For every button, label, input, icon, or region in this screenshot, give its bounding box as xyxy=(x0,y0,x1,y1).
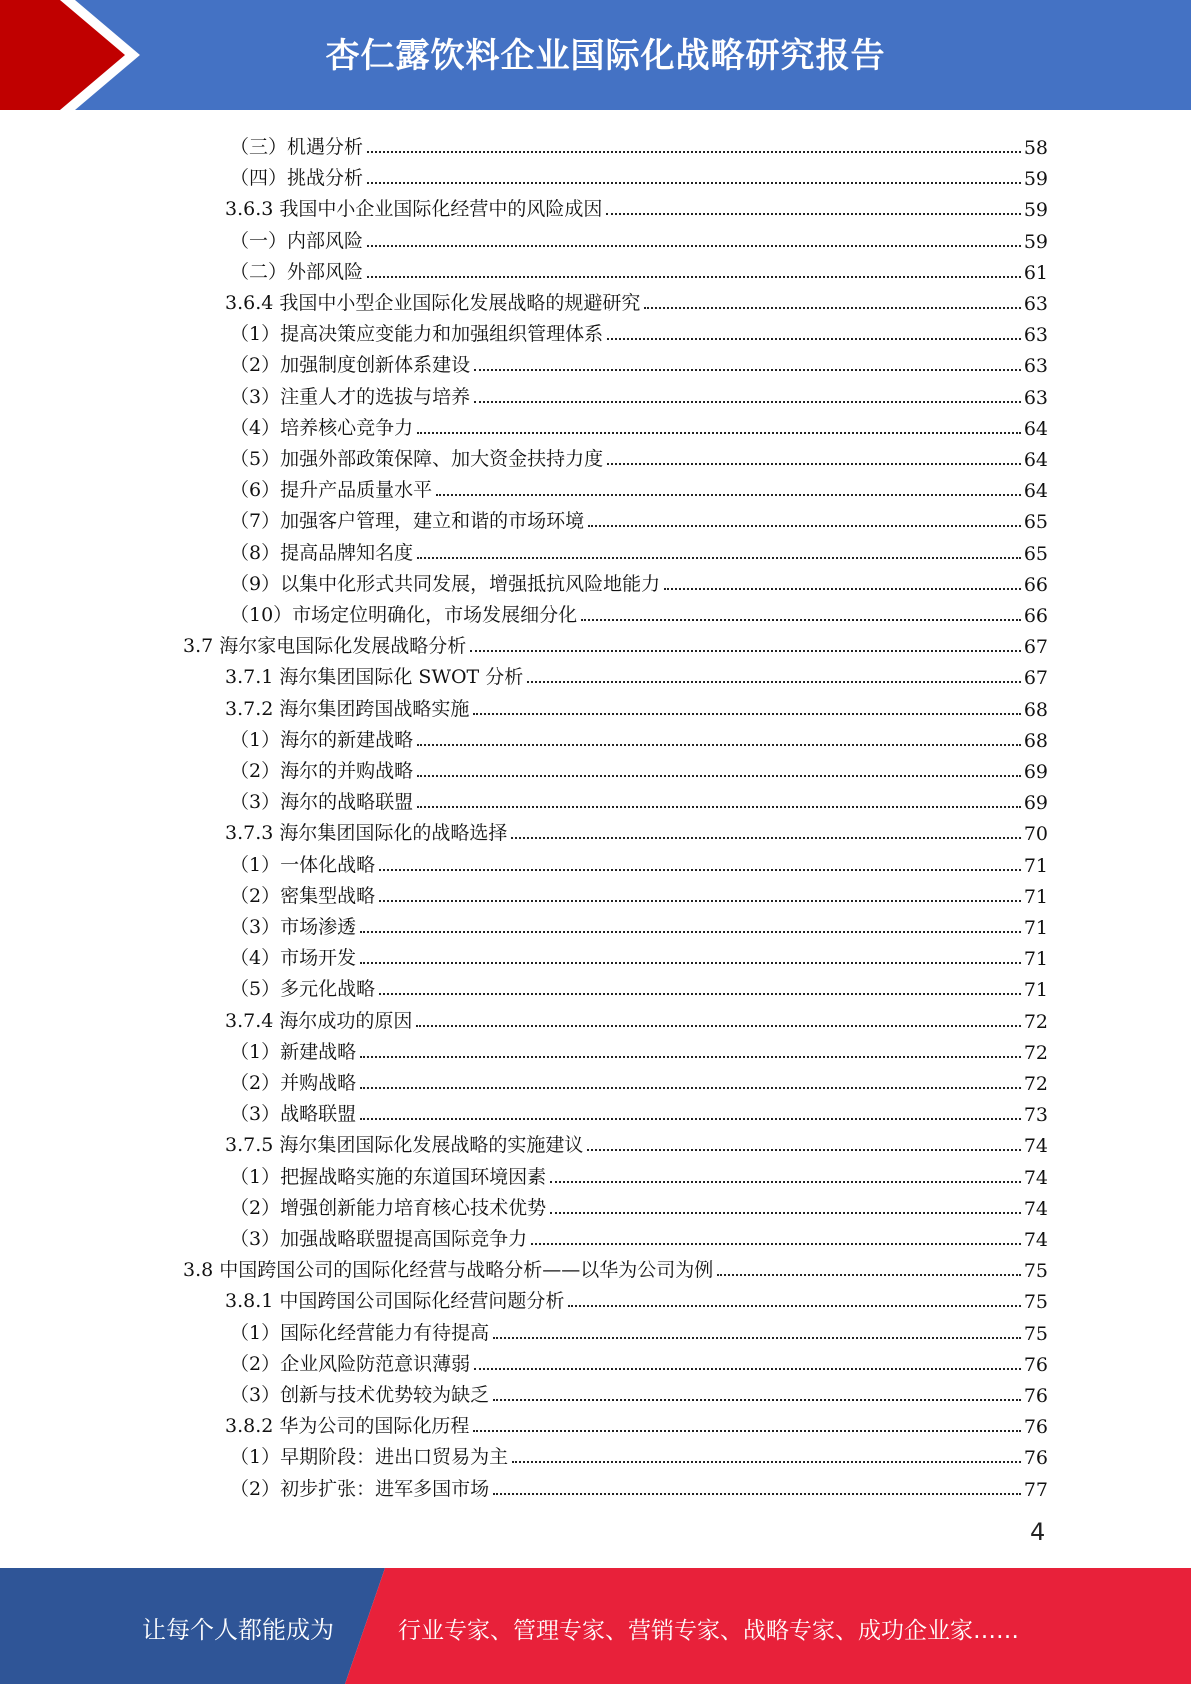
toc-entry-label: （3）注重人才的选拔与培养 xyxy=(230,385,471,408)
toc-entry[interactable] xyxy=(230,346,1048,377)
toc-entry-page: 71 xyxy=(1023,948,1048,971)
toc-dot-leader xyxy=(417,806,1021,808)
toc-entry-page: 64 xyxy=(1023,449,1048,471)
toc-entry-page: 59 xyxy=(1023,168,1048,191)
toc-entry-label: （3）海尔的战略联盟 xyxy=(230,791,414,814)
toc-entry-page: 71 xyxy=(1023,885,1048,908)
toc-entry[interactable] xyxy=(230,253,1048,284)
toc-dot-leader xyxy=(493,1337,1021,1339)
toc-dot-leader xyxy=(470,650,1021,652)
toc-dot-leader xyxy=(417,557,1021,559)
toc-entry[interactable] xyxy=(225,690,1048,721)
toc-dot-leader xyxy=(416,1025,1020,1027)
toc-dot-leader xyxy=(664,588,1021,590)
toc-entry-page: 74 xyxy=(1023,1197,1048,1220)
toc-dot-leader xyxy=(379,900,1021,902)
toc-dot-leader xyxy=(417,744,1021,746)
toc-entry-page: 66 xyxy=(1023,573,1048,596)
toc-dot-leader xyxy=(417,775,1021,777)
toc-entry[interactable] xyxy=(230,315,1048,346)
toc-entry-page: 67 xyxy=(1023,667,1048,690)
toc-entry-page: 71 xyxy=(1023,917,1048,939)
toc-entry-page: 74 xyxy=(1023,1135,1048,1158)
toc-entry-page: 59 xyxy=(1023,230,1048,253)
toc-entry-label: （2）密集型战略 xyxy=(230,884,376,907)
toc-entry[interactable] xyxy=(230,1345,1048,1376)
toc-dot-leader xyxy=(493,1399,1021,1401)
toc-entry[interactable] xyxy=(225,190,1048,221)
toc-entry-page: 75 xyxy=(1023,1260,1048,1283)
toc-entry-page: 63 xyxy=(1023,355,1048,378)
toc-entry-page: 76 xyxy=(1023,1447,1048,1470)
toc-entry-label: 3.7.4 海尔成功的原因 xyxy=(225,1009,413,1032)
toc-entry-page: 64 xyxy=(1023,480,1048,503)
toc-entry-label: （5）多元化战略 xyxy=(230,978,376,1001)
toc-entry[interactable] xyxy=(230,1220,1048,1251)
toc-entry[interactable] xyxy=(230,159,1048,190)
toc-entry-page: 77 xyxy=(1023,1478,1048,1501)
toc-entry-page: 71 xyxy=(1023,854,1048,877)
toc-entry-page: 71 xyxy=(1023,979,1048,1002)
toc-dot-leader xyxy=(360,1118,1021,1120)
toc-entry-label: 3.6.3 我国中小企业国际化经营中的风险成因 xyxy=(225,198,603,221)
toc-entry[interactable] xyxy=(230,565,1048,596)
toc-entry[interactable] xyxy=(230,378,1048,409)
toc-entry[interactable] xyxy=(230,1314,1048,1345)
toc-entry-label: （三）机遇分析 xyxy=(230,136,364,158)
toc-entry-label: （1）新建战略 xyxy=(230,1040,357,1063)
toc-entry-label: （2）加强制度创新体系建设 xyxy=(230,354,471,377)
toc-entry-page: 69 xyxy=(1023,761,1048,783)
toc-entry-label: （10）市场定位明确化，市场发展细分化 xyxy=(230,604,578,626)
toc-entry-page: 68 xyxy=(1023,698,1048,721)
toc-dot-leader xyxy=(436,494,1021,496)
toc-entry-label: （2）初步扩张：进军多国市场 xyxy=(230,1477,490,1500)
toc-dot-leader xyxy=(717,1274,1021,1276)
toc-entry-label: （一）内部风险 xyxy=(230,229,364,252)
toc-dot-leader xyxy=(360,931,1021,933)
toc-entry[interactable] xyxy=(230,1033,1048,1064)
toc-entry-page: 70 xyxy=(1023,823,1048,846)
toc-entry[interactable] xyxy=(230,939,1048,970)
toc-dot-leader xyxy=(493,1493,1021,1495)
footer-slogan-left: 让每个人都能成为 xyxy=(142,1616,334,1644)
toc-entry-page: 72 xyxy=(1023,1041,1048,1064)
toc-entry-label: 3.8 中国跨国公司的国际化经营与战略分析——以华为公司为例 xyxy=(183,1259,714,1282)
toc-entry-label: （5）加强外部政策保障、加大资金扶持力度 xyxy=(230,448,604,470)
toc-entry[interactable] xyxy=(230,1095,1048,1126)
toc-entry-label: （2）海尔的并购战略 xyxy=(230,760,414,782)
toc-entry-label: （1）国际化经营能力有待提高 xyxy=(230,1321,490,1344)
toc-entry[interactable] xyxy=(230,752,1048,783)
toc-entry-page: 75 xyxy=(1023,1322,1048,1345)
toc-entry-page: 66 xyxy=(1023,605,1048,627)
toc-entry-page: 72 xyxy=(1023,1073,1048,1095)
toc-entry[interactable] xyxy=(230,596,1048,627)
toc-entry-label: （4）市场开发 xyxy=(230,947,357,970)
toc-entry-page: 75 xyxy=(1023,1291,1048,1314)
toc-entry[interactable] xyxy=(230,128,1048,159)
toc-entry[interactable] xyxy=(230,721,1048,752)
toc-dot-leader xyxy=(367,245,1021,247)
toc-entry-label: （1）一体化战略 xyxy=(230,853,376,876)
toc-entry-page: 63 xyxy=(1023,293,1048,315)
toc-entry-label: （二）外部风险 xyxy=(230,260,364,283)
toc-entry[interactable] xyxy=(230,877,1048,908)
toc-dot-leader xyxy=(379,993,1021,995)
toc-entry-label: （1）海尔的新建战略 xyxy=(230,728,414,751)
toc-entry-label: 3.7.1 海尔集团国际化 SWOT 分析 xyxy=(225,666,524,689)
toc-entry-label: 3.7.3 海尔集团国际化的战略选择 xyxy=(225,822,508,845)
toc-entry-page: 76 xyxy=(1023,1353,1048,1376)
toc-entry-page: 74 xyxy=(1023,1229,1048,1251)
header-banner xyxy=(0,0,1191,110)
toc-entry[interactable] xyxy=(225,814,1048,845)
toc-entry-label: （4）培养核心竞争力 xyxy=(230,416,414,439)
toc-entry-label: （8）提高品牌知名度 xyxy=(230,541,414,564)
toc-entry[interactable] xyxy=(230,502,1048,533)
toc-dot-leader xyxy=(607,463,1021,465)
toc-dot-leader xyxy=(511,837,1020,839)
toc-entry[interactable] xyxy=(230,970,1048,1001)
toc-entry[interactable] xyxy=(225,1002,1048,1033)
toc-dot-leader xyxy=(581,619,1021,621)
toc-entry-label: （3）创新与技术优势较为缺乏 xyxy=(230,1384,490,1406)
toc-entry-label: （3）市场渗透 xyxy=(230,916,357,938)
toc-entry[interactable] xyxy=(225,1126,1048,1157)
toc-dot-leader xyxy=(379,869,1021,871)
toc-entry[interactable] xyxy=(230,1064,1048,1095)
toc-entry-label: （2）企业风险防范意识薄弱 xyxy=(230,1352,471,1375)
toc-entry-page: 64 xyxy=(1023,417,1048,440)
toc-dot-leader xyxy=(587,1149,1020,1151)
page-number: 4 xyxy=(1030,1518,1046,1546)
toc-entry-label: 3.8.2 华为公司的国际化历程 xyxy=(225,1415,470,1438)
toc-entry-page: 58 xyxy=(1023,137,1048,159)
toc-entry-page: 68 xyxy=(1023,729,1048,752)
toc-entry-label: （9）以集中化形式共同发展，增强抵抗风险地能力 xyxy=(230,572,661,595)
toc-dot-leader xyxy=(367,182,1021,184)
footer-banner xyxy=(0,1568,1191,1684)
toc-dot-leader xyxy=(360,1087,1021,1089)
toc-entry[interactable] xyxy=(183,627,1048,658)
toc-dot-leader xyxy=(607,338,1021,340)
toc-entry-page: 65 xyxy=(1023,542,1048,565)
toc-entry[interactable] xyxy=(230,1438,1048,1469)
toc-entry[interactable] xyxy=(230,440,1048,471)
toc-entry[interactable] xyxy=(230,1189,1048,1220)
toc-entry[interactable] xyxy=(230,846,1048,877)
toc-entry-label: 3.7 海尔家电国际化发展战略分析 xyxy=(183,635,467,658)
toc-entry-label: （3）加强战略联盟提高国际竞争力 xyxy=(230,1228,528,1250)
toc-entry-label: 3.7.5 海尔集团国际化发展战略的实施建议 xyxy=(225,1134,584,1157)
toc-dot-leader xyxy=(360,962,1021,964)
toc-entry-page: 69 xyxy=(1023,792,1048,815)
toc-entry-page: 73 xyxy=(1023,1104,1048,1127)
toc-entry-label: （2）并购战略 xyxy=(230,1072,357,1094)
document-title: 杏仁露饮料企业国际化战略研究报告 xyxy=(325,36,886,76)
toc-entry-label: （1）提高决策应变能力和加强组织管理体系 xyxy=(230,323,604,346)
toc-entry[interactable] xyxy=(225,1282,1048,1313)
toc-entry[interactable] xyxy=(230,783,1048,814)
toc-entry-label: 3.8.1 中国跨国公司国际化经营问题分析 xyxy=(225,1290,565,1313)
toc-entry[interactable] xyxy=(230,534,1048,565)
toc-dot-leader xyxy=(367,151,1021,153)
toc-dot-leader xyxy=(417,432,1021,434)
toc-entry-label: 3.7.2 海尔集团跨国战略实施 xyxy=(225,697,470,720)
toc-entry[interactable] xyxy=(225,1407,1048,1438)
toc-entry-label: （2）增强创新能力培育核心技术优势 xyxy=(230,1196,547,1219)
toc-dot-leader xyxy=(606,213,1020,215)
toc-entry-label: 3.6.4 我国中小型企业国际化发展战略的规避研究 xyxy=(225,292,641,314)
toc-entry-page: 61 xyxy=(1023,261,1048,284)
toc-entry[interactable] xyxy=(225,284,1048,315)
toc-entry-label: （1）把握战略实施的东道国环境因素 xyxy=(230,1165,547,1188)
toc-entry-page: 59 xyxy=(1023,199,1048,222)
toc-entry[interactable] xyxy=(230,471,1048,502)
toc-entry[interactable] xyxy=(230,1158,1048,1189)
toc-entry-label: （7）加强客户管理，建立和谐的市场环境 xyxy=(230,510,585,533)
toc-entry-label: （四）挑战分析 xyxy=(230,167,364,190)
toc-dot-leader xyxy=(473,1430,1020,1432)
toc-entry-label: （6）提升产品质量水平 xyxy=(230,479,433,502)
toc-entry-page: 72 xyxy=(1023,1010,1048,1033)
toc-dot-leader xyxy=(531,1243,1021,1245)
toc-dot-leader xyxy=(360,1056,1021,1058)
toc-dot-leader xyxy=(512,1461,1021,1463)
toc-dot-leader xyxy=(474,369,1021,371)
toc-entry[interactable] xyxy=(230,222,1048,253)
toc-entry-page: 63 xyxy=(1023,386,1048,409)
toc-dot-leader xyxy=(588,525,1021,527)
toc-entry-page: 76 xyxy=(1023,1385,1048,1407)
toc-entry[interactable] xyxy=(230,1470,1048,1501)
toc-entry[interactable] xyxy=(225,658,1048,689)
footer-slogan-right: 行业专家、管理专家、营销专家、战略专家、成功企业家…… xyxy=(398,1618,1019,1644)
toc-entry-page: 67 xyxy=(1023,636,1048,659)
toc-entry-page: 76 xyxy=(1023,1416,1048,1439)
toc-dot-leader xyxy=(550,1181,1021,1183)
toc-dot-leader xyxy=(568,1305,1020,1307)
toc-entry-page: 63 xyxy=(1023,324,1048,347)
toc-entry[interactable] xyxy=(230,908,1048,939)
toc-entry[interactable] xyxy=(230,409,1048,440)
toc-dot-leader xyxy=(474,1368,1021,1370)
toc-entry-page: 65 xyxy=(1023,511,1048,534)
toc-dot-leader xyxy=(367,276,1021,278)
toc-dot-leader xyxy=(550,1212,1021,1214)
toc-dot-leader xyxy=(473,713,1020,715)
toc-entry-label: （1）早期阶段：进出口贸易为主 xyxy=(230,1446,509,1469)
toc-entry[interactable] xyxy=(183,1251,1048,1282)
toc-dot-leader xyxy=(644,307,1020,309)
toc-dot-leader xyxy=(474,401,1021,403)
toc-entry[interactable] xyxy=(230,1376,1048,1407)
toc-entry-label: （3）战略联盟 xyxy=(230,1103,357,1126)
toc-dot-leader xyxy=(527,681,1021,683)
toc-entry-page: 74 xyxy=(1023,1166,1048,1189)
